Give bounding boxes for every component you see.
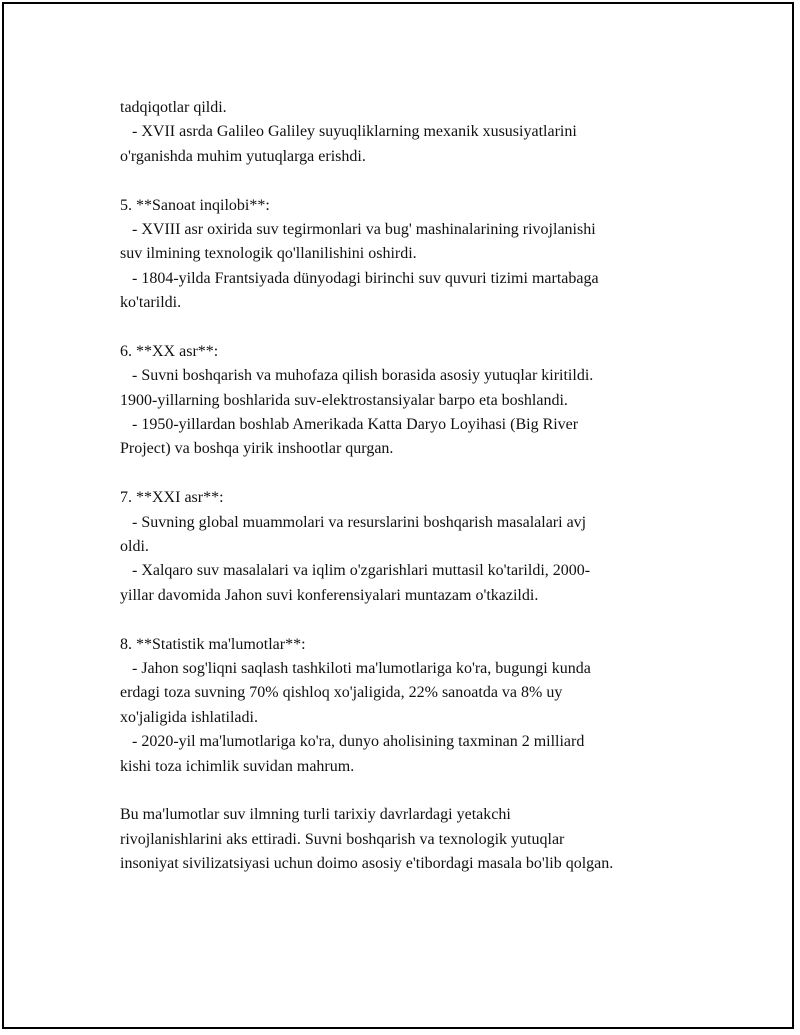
text-line: o'rganishda muhim yutuqlarga erishdi. [120,147,366,165]
text-line: yillar davomida Jahon suvi konferensiyalari muntazam o'tkazildi. [120,586,539,604]
text-line: - Jahon sog'liqni saqlash tashkiloti ma'lumotlariga ko'ra, bugungi kunda [120,659,591,677]
blank-line [120,608,700,632]
text-line: - 2020-yil ma'lumotlariga ko'ra, dunyo aholisining taxminan 2 milliard [120,733,585,751]
blank-line [120,779,700,803]
text-line: tadqiqotlar qildi. [120,99,227,116]
section-heading: 5. **Sanoat inqilobi**: [120,196,270,214]
text-line: - XVIII asr oxirida suv tegirmonlari va bug' mashinalarining rivojlanishi [120,220,596,238]
text-line: ko'tarildi. [120,294,182,312]
text-line: erdagi toza suvning 70% qishloq xo'jaligida, 22% sanoatda va 8% uy [120,684,563,702]
text-line: - Xalqaro suv masalalari va iqlim o'zgarishlari muttasil ko'tarildi, 2000- [120,562,591,580]
text-line: - 1950-yillardan boshlab Amerikada Katta Daryo Loyihasi (Big River [120,416,579,434]
document-body [120,96,700,877]
text-line: - Suvning global muammolari va resurslarini boshqarish masalalari avj [120,513,587,531]
page-frame [2,2,794,1029]
text-line: Project) va boshqa yirik inshootlar qurgan. [120,440,394,458]
text-line: suv ilmining texnologik qo'llanilishini oshirdi. [120,245,417,263]
text-line: - XVII asrda Galileo Galiley suyuqliklarning mexanik xususiyatlarini [120,123,577,141]
conclusion-line: Bu ma'lumotlar suv ilmning turli tarixiy davrlardagi yetakchi [120,806,511,824]
text-line: - 1804-yilda Frantsiyada dünyodagi birinchi suv quvuri tizimi martabaga [120,269,599,287]
blank-line [120,169,700,193]
section-heading: 7. **XXI asr**: [120,489,224,507]
conclusion-line: rivojlanishlarini aks ettiradi. Suvni boshqarish va texnologik yutuqlar [120,830,565,848]
text-line: 1900-yillarning boshlarida suv-elektrostansiyalar barpo eta boshlandi. [120,391,568,409]
blank-line [120,462,700,486]
section-heading: 6. **XX asr**: [120,342,219,360]
conclusion-line: insoniyat sivilizatsiyasi uchun doimo asosiy e'tibordagi masala bo'lib qolgan. [120,855,614,873]
blank-line [120,316,700,340]
text-line: xo'jaligida ishlatiladi. [120,708,258,726]
text-line: kishi toza ichimlik suvidan mahrum. [120,757,355,775]
section-heading: 8. **Statistik ma'lumotlar**: [120,635,306,653]
text-line: - Suvni boshqarish va muhofaza qilish borasida asosiy yutuqlar kiritildi. [120,367,594,385]
text-line: oldi. [120,538,149,556]
